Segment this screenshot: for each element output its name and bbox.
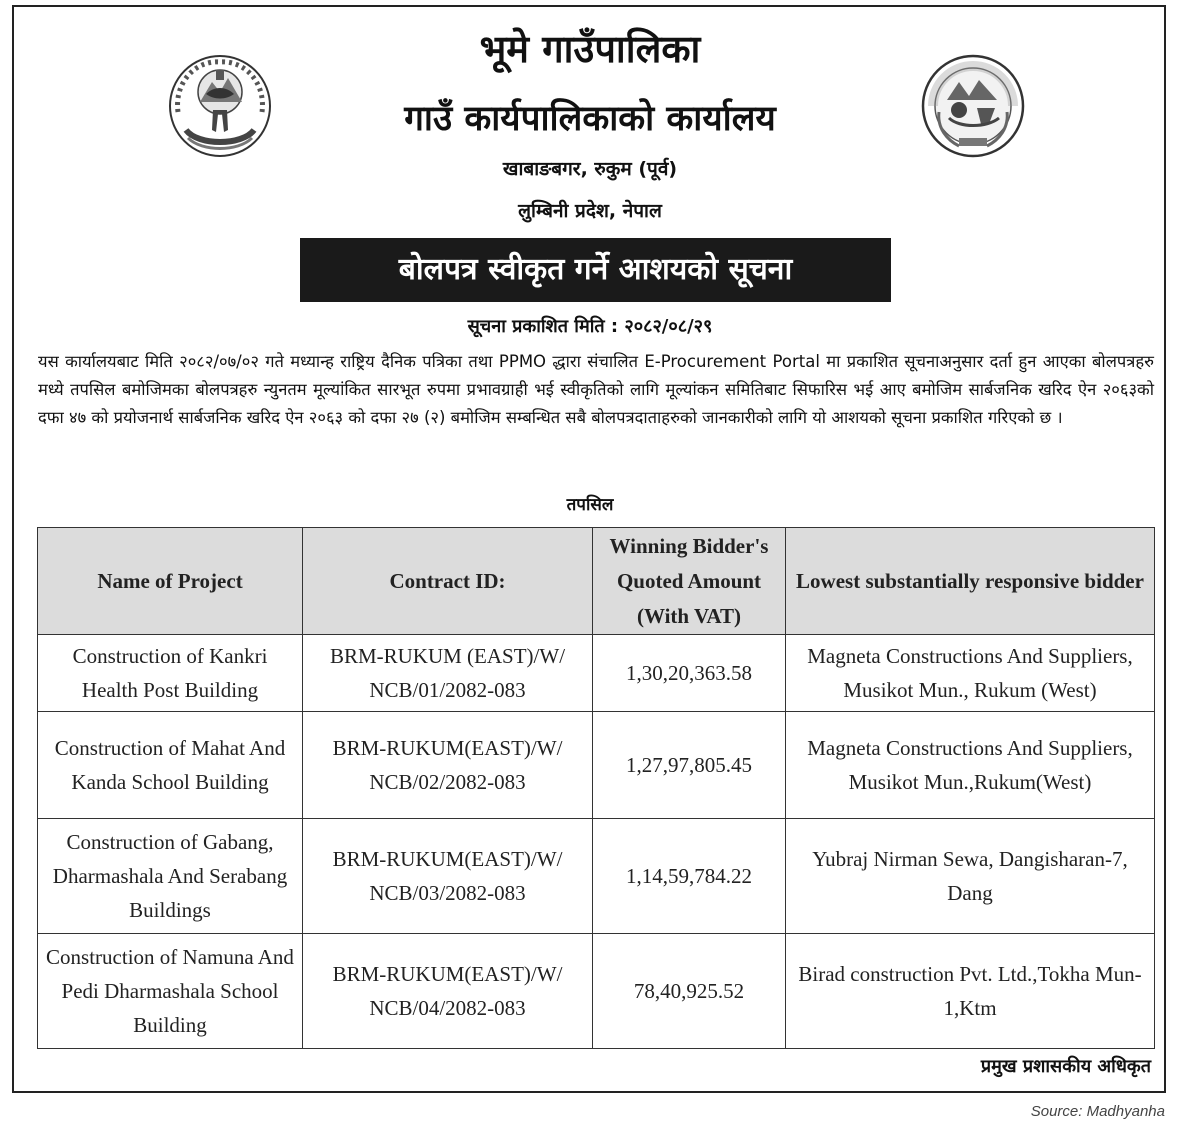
table-header-row <box>38 528 1155 635</box>
amount-cell: 1,30,20,363.58 <box>593 635 786 712</box>
amount-cell: 78,40,925.52 <box>593 934 786 1049</box>
bhume-rural-municipality-logo-icon <box>919 52 1027 160</box>
project-name-cell: Construction of Kankri Health Post Building <box>38 635 303 712</box>
province-country: लुम्बिनी प्रदेश, नेपाल <box>518 200 662 222</box>
office-address: खाबाङबगर, रुकुम (पूर्व) <box>502 158 678 180</box>
office-name: गाउँ कार्यपालिकाको कार्यालय <box>404 99 776 139</box>
published-date: सूचना प्रकाशित मिति : २०८२/०८/२९ <box>467 316 713 337</box>
table-row <box>38 712 1155 819</box>
bidder-cell: Birad construction Pvt. Ltd.,Tokha Mun-1,Ktm <box>786 934 1155 1049</box>
column-header-project: Name of Project <box>38 528 303 635</box>
bid-table <box>37 527 1155 1049</box>
contract-id-cell: BRM-RUKUM (EAST)/W/ NCB/01/2082-083 <box>303 635 593 712</box>
schedule-label: तपसिल <box>566 495 614 515</box>
amount-cell: 1,14,59,784.22 <box>593 819 786 934</box>
table-row <box>38 819 1155 934</box>
project-name-cell: Construction of Gabang, Dharmashala And Serabang Buildings <box>38 819 303 934</box>
table-row <box>38 934 1155 1049</box>
project-name-cell: Construction of Mahat And Kanda School Building <box>38 712 303 819</box>
contract-id-cell: BRM-RUKUM(EAST)/W/ NCB/03/2082-083 <box>303 819 593 934</box>
municipality-name: भूमे गाउँपालिका <box>479 27 701 71</box>
bidder-cell: Yubraj Nirman Sewa, Dangisharan-7, Dang <box>786 819 1155 934</box>
bidder-cell: Magneta Constructions And Suppliers, Musikot Mun.,Rukum(West) <box>786 712 1155 819</box>
column-header-bidder: Lowest substantially responsive bidder <box>786 528 1155 635</box>
amount-cell: 1,27,97,805.45 <box>593 712 786 819</box>
table-row <box>38 635 1155 712</box>
source-credit: Source: Madhyanha <box>1030 1103 1165 1120</box>
notice-heading: बोलपत्र स्वीकृत गर्ने आशयको सूचना <box>300 238 891 302</box>
project-name-cell: Construction of Namuna And Pedi Dharmashala School Building <box>38 934 303 1049</box>
bidder-cell: Magneta Constructions And Suppliers, Musikot Mun., Rukum (West) <box>786 635 1155 712</box>
column-header-contract-id: Contract ID: <box>303 528 593 635</box>
contract-id-cell: BRM-RUKUM(EAST)/W/ NCB/04/2082-083 <box>303 934 593 1049</box>
nepal-government-emblem-icon <box>166 52 274 160</box>
signoff-title: प्रमुख प्रशासकीय अधिकृत <box>980 1056 1151 1077</box>
notice-body: यस कार्यालयबाट मिति २०८२/०७/०२ गते मध्यान्ह राष्ट्रिय दैनिक पत्रिका तथा PPMO द्धारा संचालित E-Procurement Portal मा प्रकाशित सूचनाअनुसार दर्ता हुन आएका बोलपत्रहरु मध्ये तपसिल बमोजिमका बोलपत्रहरु न्युनतम मूल्यांकित सारभूत रुपमा प्रभावग्राही भई स्वीकृतिको लागि मूल्यांकन समितिबाट सिफारिस भई आए बमोजिम सार्बजनिक खरिद ऐन २०६३को दफा ४७ को प्रयोजनार्थ सार्बजनिक खरिद ऐन २०६३ को दफा २७ (२) बमोजिम सम्बन्धित सबै बोलपत्रदाताहरुको जानकारीको लागि यो आशयको सूचना प्रकाशित गरिएको छ । <box>38 352 1154 427</box>
contract-id-cell: BRM-RUKUM(EAST)/W/ NCB/02/2082-083 <box>303 712 593 819</box>
column-header-amount: Winning Bidder's Quoted Amount (With VAT) <box>593 528 786 635</box>
